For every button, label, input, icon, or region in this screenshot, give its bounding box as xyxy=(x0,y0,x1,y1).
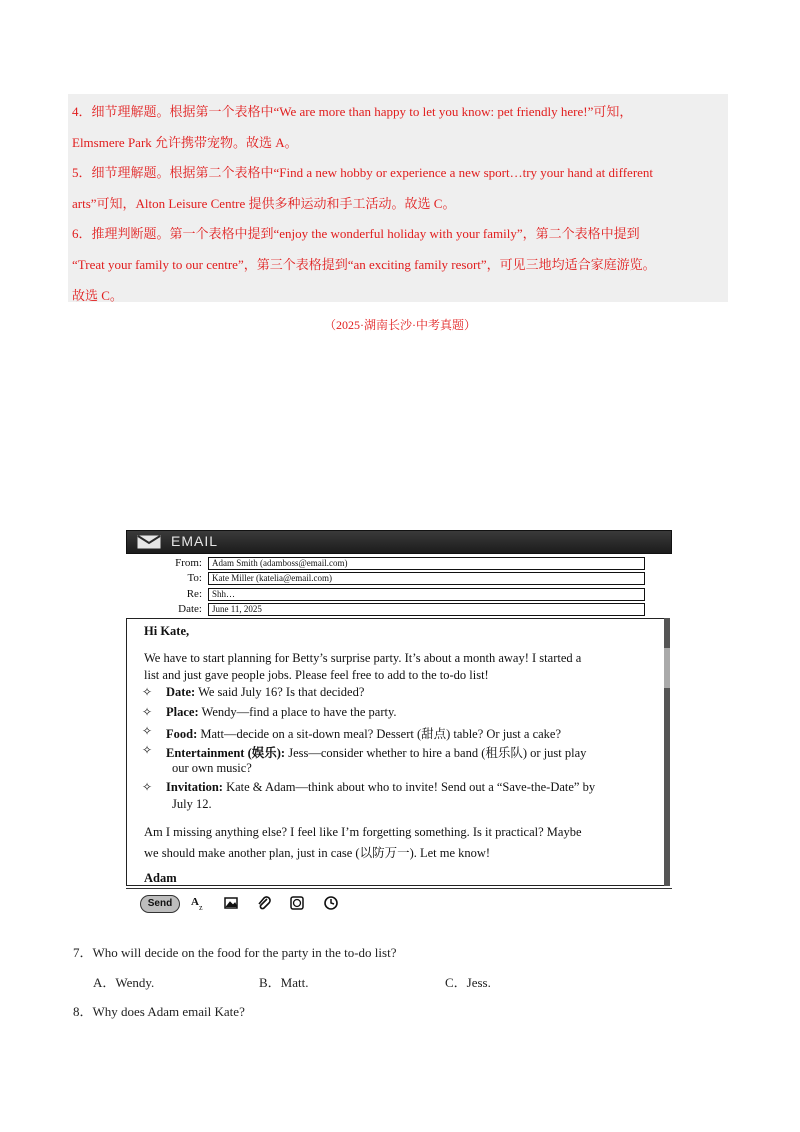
email-figure xyxy=(126,530,672,916)
answer-line-2: Elmsmere Park 允许携带宠物。故选 A。 xyxy=(72,135,298,150)
bullet-star-icon: ✧ xyxy=(142,724,153,738)
answer-line-5: 6．推理判断题。第一个表格中提到“enjoy the wonderful holiday with your family”，第二个表格中提到 xyxy=(72,226,640,241)
bullet-star-icon: ✧ xyxy=(142,780,153,794)
toolbar-divider xyxy=(126,888,672,889)
todo-entertainment: Entertainment (娱乐): Jess—consider whether to hire a band (租乐队) or just play xyxy=(166,746,587,760)
bullet-star-icon: ✧ xyxy=(142,685,153,699)
todo-place: Place: Wendy—find a place to have the party. xyxy=(166,705,397,719)
svg-text:A: A xyxy=(191,896,199,908)
to-label: To: xyxy=(187,572,202,584)
signature: Adam xyxy=(144,871,177,885)
envelope-icon xyxy=(137,535,161,549)
bullet-star-icon: ✧ xyxy=(142,705,153,719)
date-field[interactable]: June 11, 2025 xyxy=(208,603,645,616)
from-field[interactable]: Adam Smith (adamboss@email.com) xyxy=(208,557,645,570)
outro-line-1: Am I missing anything else? I feel like I’m forgetting something. Is it practical? Maybe xyxy=(144,825,582,839)
answer-line-7: 故选 C。 xyxy=(72,288,123,303)
outro-line-2: we should make another plan, just in case (以防万一). Let me know! xyxy=(144,846,491,860)
todo-food: Food: Matt—decide on a sit-down meal? Dessert (甜点) table? Or just a cake? xyxy=(166,727,562,741)
todo-invitation-cont: July 12. xyxy=(172,797,212,811)
todo-entertainment-cont: our own music? xyxy=(172,761,252,775)
email-title: EMAIL xyxy=(171,533,219,549)
source-tag: （2025·湖南长沙·中考真题） xyxy=(324,318,476,332)
email-header-bar xyxy=(126,530,672,554)
subject-field[interactable]: Shh… xyxy=(208,588,645,601)
svg-text:z: z xyxy=(199,903,203,911)
bullet-star-icon: ✧ xyxy=(142,743,153,757)
answer-line-1: 4．细节理解题。根据第一个表格中“We are more than happy to let you know: pet friendly here!”可知， xyxy=(72,104,633,119)
option-a: A．Wendy. xyxy=(93,975,155,990)
answer-line-6: “Treat your family to our centre”，第三个表格提到“an exciting family resort”，可见三地均适合家庭游览。 xyxy=(72,257,656,272)
greeting: Hi Kate, xyxy=(144,624,190,638)
to-field[interactable]: Kate Miller (katelia@email.com) xyxy=(208,572,645,585)
emoji-icon[interactable] xyxy=(289,895,305,911)
scrollbar-thumb[interactable] xyxy=(664,648,670,688)
question-8: 8．Why does Adam email Kate? xyxy=(73,1004,245,1019)
text-format-icon[interactable] xyxy=(190,895,206,911)
clock-icon[interactable] xyxy=(323,895,339,911)
todo-invitation: Invitation: Kate & Adam—think about who to invite! Send out a “Save-the-Date” by xyxy=(166,780,596,794)
attachment-icon[interactable] xyxy=(256,895,272,911)
intro-line-2: list and just gave people jobs. Please feel free to add to the to-do list! xyxy=(144,668,489,682)
intro-line-1: We have to start planning for Betty’s surprise party. It’s about a month away! I started a xyxy=(144,651,582,665)
todo-date: Date: We said July 16? Is that decided? xyxy=(166,685,365,699)
send-button[interactable]: Send xyxy=(140,895,180,913)
question-7: 7．Who will decide on the food for the party in the to-do list? xyxy=(73,945,397,960)
answer-line-3: 5．细节理解题。根据第二个表格中“Find a new hobby or experience a new sport…try your hand at different xyxy=(72,165,654,180)
answer-line-4: arts”可知，Alton Leisure Centre 提供多种运动和手工活动。故选 C。 xyxy=(72,196,456,211)
re-label: Re: xyxy=(186,588,202,600)
image-icon[interactable] xyxy=(223,895,239,911)
from-label: From: xyxy=(175,557,202,569)
option-c: C．Jess. xyxy=(445,975,491,990)
date-label: Date: xyxy=(178,603,202,615)
option-b: B．Matt. xyxy=(259,975,309,990)
